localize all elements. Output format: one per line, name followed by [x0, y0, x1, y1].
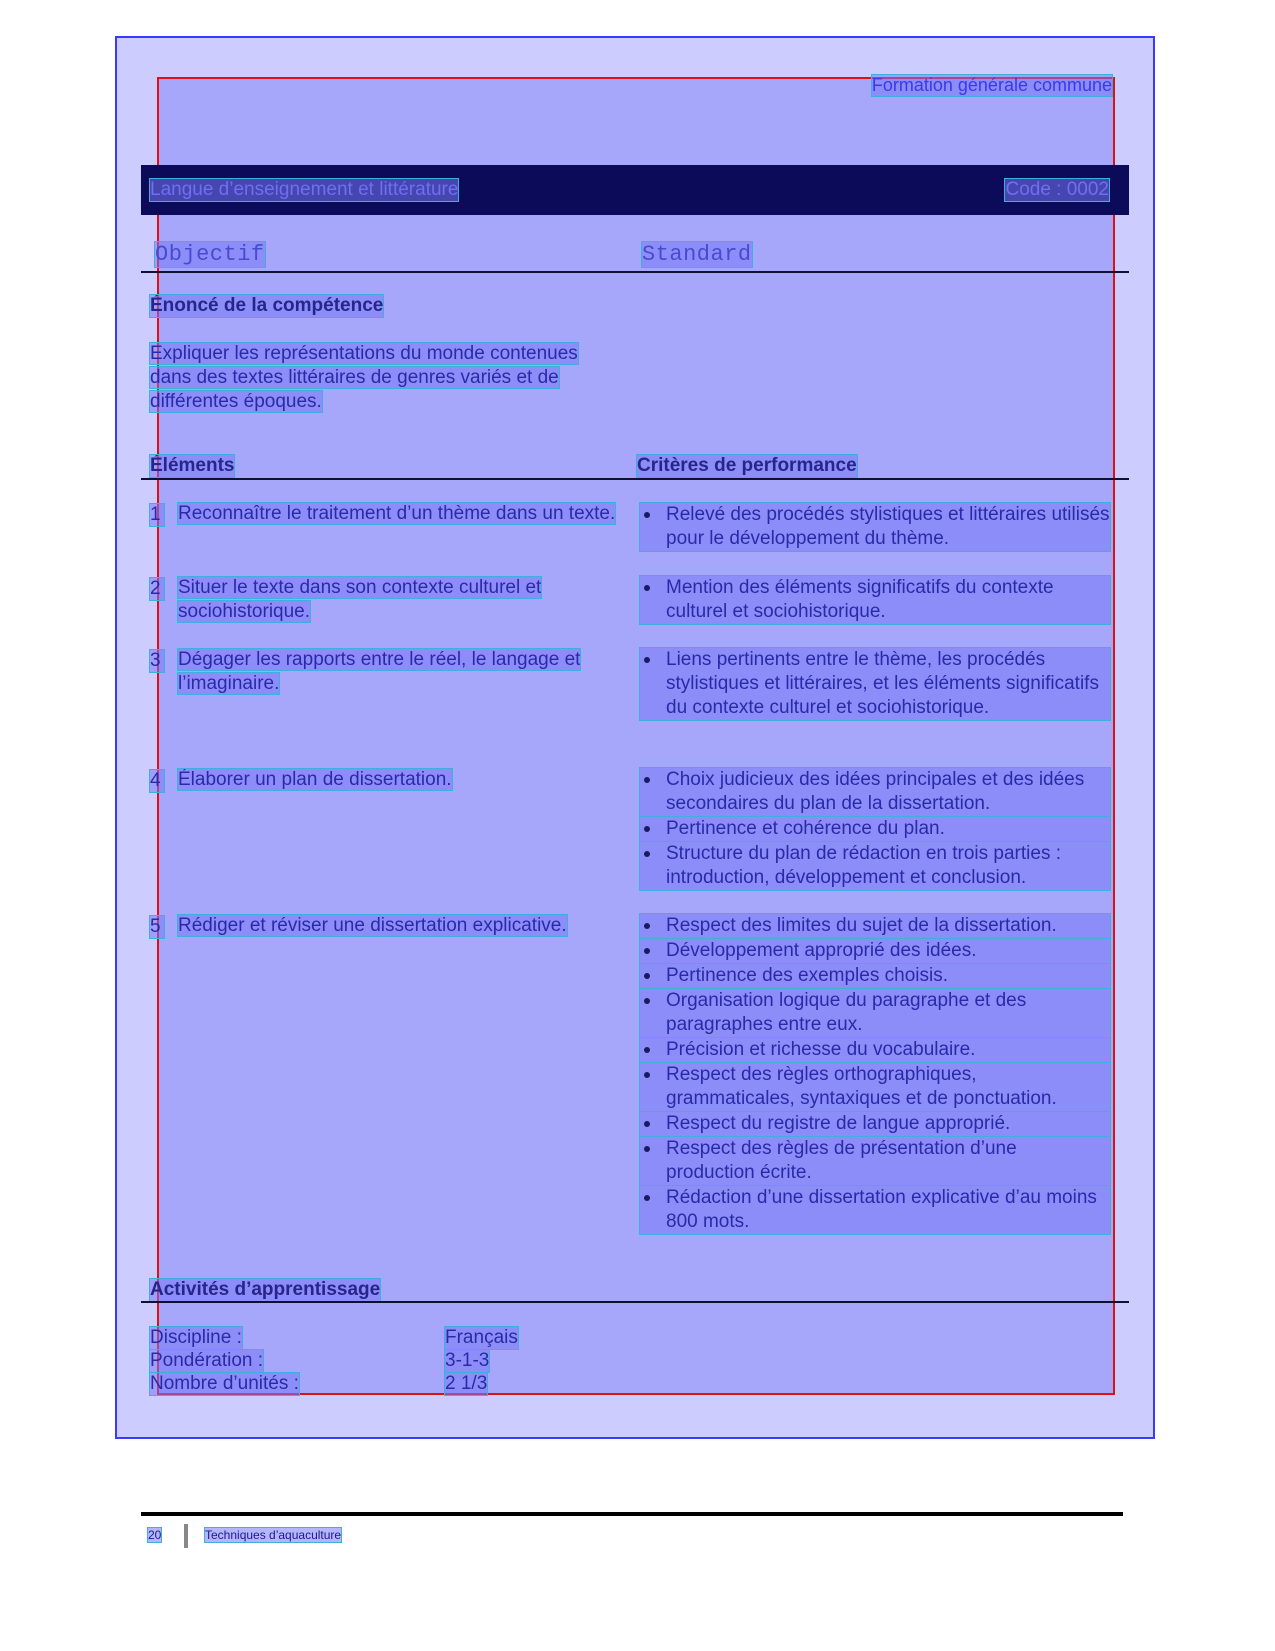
competence-heading: Énoncé de la compétence [150, 295, 384, 316]
ponderation-label: Pondération : [150, 1350, 264, 1371]
criteria-item: Respect des limites du sujet de la dissertation. [640, 914, 1110, 938]
activities-rule [141, 1301, 1129, 1303]
criteria-item: Respect des règles de présentation d’une production écrite. [640, 1137, 1110, 1185]
footer-page-number: 20 [148, 1528, 162, 1542]
course-code: Code : 0002 [1005, 179, 1109, 200]
element-number: 2 [150, 578, 164, 600]
course-title: Langue d’enseignement et littérature [150, 179, 459, 200]
criteria-list [640, 914, 1110, 1235]
footer-program: Techniques d’aquaculture [205, 1528, 342, 1542]
elements-heading: Éléments [150, 455, 235, 476]
element-number: 5 [150, 916, 164, 938]
competence-text: Expliquer les représentations du monde contenues dans des textes littéraires de genres variés et de différentes époques. [150, 343, 578, 412]
criteria-item: Liens pertinents entre le thème, les procédés stylistiques et littéraires, et les éléments significatifs du contexte culturel et sociohistorique. [640, 648, 1110, 720]
criteria-item: Organisation logique du paragraphe et des paragraphes entre eux. [640, 989, 1110, 1037]
element-text: Reconnaître le traitement d’un thème dans un texte. [178, 503, 616, 524]
discipline-label: Discipline : [150, 1327, 242, 1348]
criteria-heading: Critères de performance [637, 455, 857, 476]
criteria-item: Structure du plan de rédaction en trois parties : introduction, développement et conclusion. [640, 842, 1110, 890]
activities-heading: Activités d’apprentissage [150, 1279, 381, 1300]
element-number: 1 [150, 504, 164, 526]
header-tag: Formation générale commune [871, 75, 1112, 95]
units-label: Nombre d’unités : [150, 1373, 299, 1394]
footer-rule [141, 1512, 1123, 1516]
criteria-list [640, 648, 1110, 721]
element-number: 3 [150, 650, 164, 672]
header-rule [141, 271, 1129, 273]
criteria-item: Respect des règles orthographiques, grammaticales, syntaxiques et de ponctuation. [640, 1063, 1110, 1111]
criteria-item: Pertinence des exemples choisis. [640, 964, 1110, 988]
criteria-item: Relevé des procédés stylistiques et littéraires utilisés pour le développement du thème. [640, 503, 1110, 551]
element-number: 4 [150, 770, 164, 792]
element-text: Rédiger et réviser une dissertation explicative. [178, 915, 567, 936]
objective-column-header: Objectif [155, 242, 265, 267]
criteria-item: Mention des éléments significatifs du contexte culturel et sociohistorique. [640, 576, 1110, 624]
criteria-item: Respect du registre de langue approprié. [640, 1112, 1110, 1136]
standard-column-header: Standard [642, 242, 752, 267]
ponderation-value: 3-1-3 [445, 1350, 490, 1371]
criteria-list [640, 503, 1110, 552]
footer-separator [184, 1524, 188, 1548]
elements-rule [141, 478, 1129, 480]
criteria-item: Pertinence et cohérence du plan. [640, 817, 1110, 841]
criteria-item: Choix judicieux des idées principales et des idées secondaires du plan de la dissertation. [640, 768, 1110, 816]
element-text: Dégager les rapports entre le réel, le langage et l’imaginaire. [178, 649, 581, 694]
criteria-item: Développement approprié des idées. [640, 939, 1110, 963]
criteria-item: Précision et richesse du vocabulaire. [640, 1038, 1110, 1062]
discipline-value: Français [445, 1327, 518, 1348]
title-bar [141, 165, 1129, 215]
element-text: Situer le texte dans son contexte culturel et sociohistorique. [178, 577, 542, 622]
criteria-list [640, 576, 1110, 625]
element-text: Élaborer un plan de dissertation. [178, 769, 452, 790]
criteria-list [640, 768, 1110, 891]
units-value: 2 1/3 [445, 1373, 488, 1394]
criteria-item: Rédaction d’une dissertation explicative d’au moins 800 mots. [640, 1186, 1110, 1234]
